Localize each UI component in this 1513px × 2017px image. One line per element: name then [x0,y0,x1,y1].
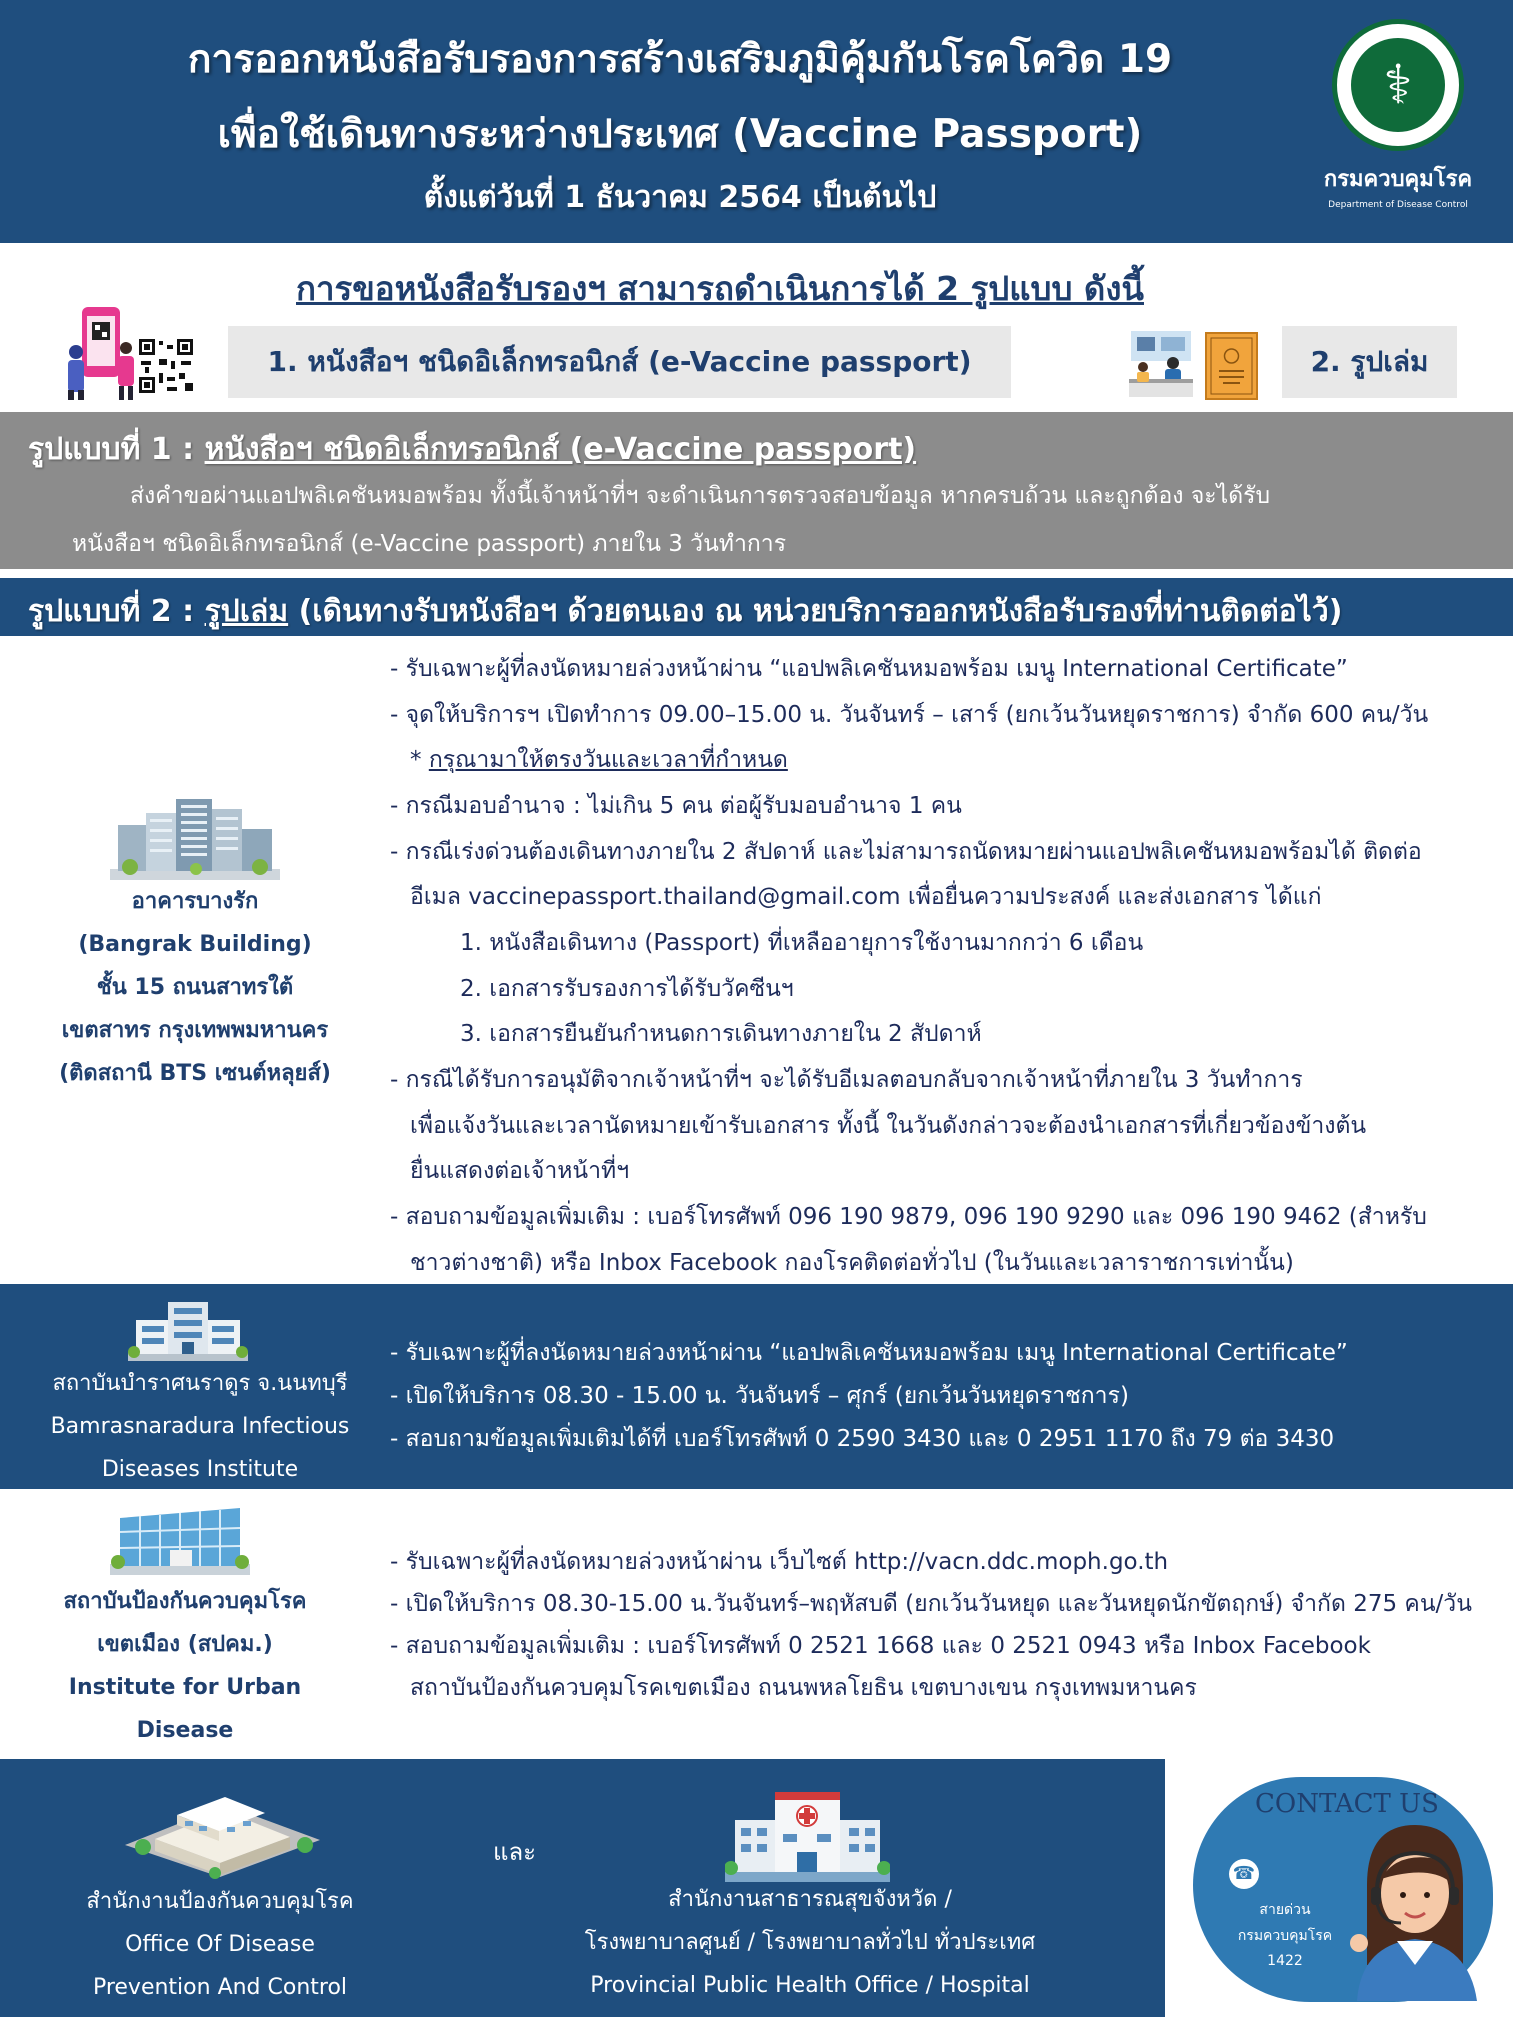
urban-disease-institute-building-icon [110,1500,250,1575]
section-2-header [0,578,1513,636]
section-1-panel [0,412,1513,569]
logo-text-en: Department of Disease Control [1328,200,1468,210]
hospital-location [570,1878,1050,2007]
bangrak-bullet-6: อีเมล vaccinepassport.thailand@gmail.com เพื่อยื่นความประสงค์ และส่งเอกสาร ได้แก่ [410,884,1322,910]
odpc-location-line2: Office Of Disease [125,1932,315,1957]
bangrak-location-line2: (Bangrak Building) [78,932,312,957]
page-title-line1: การออกหนังสือรับรองการสร้างเสริมภูมิคุ้มกันโรคโควิด 19 [187,37,1173,82]
service-counter-icon [1127,325,1195,401]
call-center-agent-icon [1337,1815,1487,2001]
bamrasnaradura-location-line1: สถาบันบำราศนราดูร จ.นนทบุรี [52,1371,348,1396]
hospital-location-line2: โรงพยาบาลศูนย์ / โรงพยาบาลทั่วไป ทั่วประเทศ [584,1930,1036,1955]
bangrak-bullet-7-cont1: เพื่อแจ้งวันและเวลานัดหมายเข้ารับเอกสาร ทั้งนี้ ในวันดังกล่าวจะต้องนำเอกสารที่เกี่ยวข้องข้างต้น [410,1113,1367,1139]
ddc-logo [1318,15,1478,225]
bangrak-bullet-4: - กรณีมอบอำนาจ : ไม่เกิน 5 คน ต่อผู้รับมอบอำนาจ 1 คน [390,793,962,819]
bangrak-location-line1: อาคารบางรัก [131,889,259,914]
bangrak-location [25,880,365,1095]
logo-seal [1332,19,1464,151]
phone-icon: ☎ [1229,1859,1259,1889]
qr-code-icon [137,337,195,395]
bangrak-doc-item-3: 3. เอกสารยืนยันกำหนดการเดินทางภายใน 2 สัปดาห์ [460,1021,982,1047]
urban-disease-institute-bullet-1: - รับเฉพาะผู้ที่ลงนัดหมายล่วงหน้าผ่าน เว็บไซต์ http://vacn.ddc.moph.go.th [390,1549,1169,1575]
section-2-title-prefix: รูปแบบที่ 2 : [28,594,205,629]
section-2-title [28,588,1342,635]
section-1-title-prefix: รูปแบบที่ 1 : [28,432,205,467]
hospital-location-line1: สำนักงานสาธารณสุขจังหวัด / [668,1887,952,1912]
urban-disease-institute-location-line2: เขตเมือง (สปคม.) [97,1632,273,1657]
bangrak-doc-item-1: 1. หนังสือเดินทาง (Passport) ที่เหลืออายุการใช้งานมากกว่า 6 เดือน [460,930,1144,956]
urban-disease-institute-bullet-2: - เปิดให้บริการ 08.30-15.00 น.วันจันทร์–พฤหัสบดี (ยกเว้นวันหยุด และวันหยุดนักขัตฤกษ์) จำกัด 275 คน/วัน [390,1591,1472,1617]
section-1-text-line1: ส่งคำขอผ่านแอปพลิเคชันหมอพร้อม ทั้งนี้เจ้าหน้าที่ฯ จะดำเนินการตรวจสอบข้อมูล หากครบถ้วน และถูกต้อง จะได้รับ [130,483,1271,509]
contact-us-card [1165,1759,1513,2017]
bamrasnaradura-location [20,1362,380,1491]
page-subtitle-date: ตั้งแต่วันที่ 1 ธันวาคม 2564 เป็นต้นไป [423,180,937,215]
bamrasnaradura-bullet-3: - สอบถามข้อมูลเพิ่มเติมได้ที่ เบอร์โทรศัพท์ 0 2590 3430 และ 0 2951 1170 ถึง 79 ต่อ 3430 [390,1426,1335,1452]
logo-seal-inner [1351,38,1445,132]
bangrak-doc-item-2: 2. เอกสารรับรองการได้รับวัคซีนฯ [460,976,794,1002]
bangrak-location-line5: (ติดสถานี BTS เซนต์หลุยส์) [59,1061,331,1086]
hospital-building-icon [725,1782,890,1882]
bamrasnaradura-location-line2: Bamrasnaradura Infectious [50,1414,350,1439]
bangrak-bullet-5: - กรณีเร่งด่วนต้องเดินทางภายใน 2 สัปดาห์ และไม่สามารถนัดหมายผ่านแอปพลิเคชันหมอพร้อมได้ ติดต่อ [390,839,1422,865]
section-1-text-line2: หนังสือฯ ชนิดอิเล็กทรอนิกส์ (e-Vaccine passport) ภายใน 3 วันทำการ [72,531,787,557]
bangrak-bullet-8-cont: ชาวต่างชาติ) หรือ Inbox Facebook กองโรคติดต่อทั่วไป (ในวันและเวลาราชการเท่านั้น) [410,1250,1294,1276]
bangrak-bullet-2: - จุดให้บริการฯ เปิดทำการ 09.00–15.00 น. วันจันทร์ – เสาร์ (ยกเว้นวันหยุดราชการ) จำกัด 600 คน/วัน [390,702,1429,728]
passport-book-icon [1205,332,1258,400]
hotline-number: 1422 [1267,1953,1303,1969]
page-title-line2: เพื่อใช้เดินทางระหว่างประเทศ (Vaccine Passport) [217,112,1143,157]
section-1-title-underlined: หนังสือฯ ชนิดอิเล็กทรอนิกส์ (e-Vaccine passport) [204,432,917,467]
bangrak-building-icon [110,795,280,880]
bamrasnaradura-bullet-2: - เปิดให้บริการ 08.30 - 15.00 น. วันจันทร์ – ศุกร์ (ยกเว้นวันหยุดราชการ) [390,1383,1129,1409]
hotline-label-line1: สายด่วน [1259,1902,1311,1918]
header-banner [0,0,1513,243]
urban-disease-institute-bullet-3: - สอบถามข้อมูลเพิ่มเติม : เบอร์โทรศัพท์ 0 2521 1668 และ 0 2521 0943 หรือ Inbox Facebook [390,1633,1371,1659]
bangrak-location-line4: เขตสาทร กรุงเทพพมหานคร [61,1018,329,1043]
bangrak-bullet-1: - รับเฉพาะผู้ที่ลงนัดหมายล่วงหน้าผ่าน “แอปพลิเคชันหมอพร้อม เมนู International Certificate” [390,656,1348,682]
option-book-format: 2. รูปเล่ม [1282,326,1457,398]
logo-text-th: กรมควบคุมโรค [1323,167,1473,192]
and-connector: และ [493,1838,537,1866]
bamrasnaradura-bullet-1: - รับเฉพาะผู้ที่ลงนัดหมายล่วงหน้าผ่าน “แอปพลิเคชันหมอพร้อม เมนู International Certificate” [390,1340,1348,1366]
hospital-location-line3: Provincial Public Health Office / Hospital [590,1973,1030,1998]
option-e-vaccine-passport: 1. หนังสือฯ ชนิดอิเล็กทรอนิกส์ (e-Vaccine passport) [228,326,1011,398]
caduceus-icon: ⚕ [1383,53,1413,116]
bamrasnaradura-building-icon [128,1296,248,1361]
urban-disease-institute-location-line1: สถาบันป้องกันควบคุมโรค [63,1589,307,1614]
hotline-label-line2: กรมควบคุมโรค [1237,1928,1333,1944]
intro-title: การขอหนังสือรับรองฯ สามารถดำเนินการได้ 2 รูปแบบ ดังนี้ [296,269,1144,308]
bangrak-bullet-3 [410,742,788,778]
bangrak-location-line3: ชั้น 15 ถนนสาทรใต้ [96,975,294,1000]
odpc-location-line3: Prevention And Control [92,1975,348,2000]
contact-us-title: CONTACT US [1255,1789,1439,1819]
odpc-location [40,1880,400,2009]
bangrak-bullet-7: - กรณีได้รับการอนุมัติจากเจ้าหน้าที่ฯ จะได้รับอีเมลตอบกลับจากเจ้าหน้าที่ภายใน 3 วันทำการ [390,1067,1303,1093]
section-2-title-suffix: (เดินทางรับหนังสือฯ ด้วยตนเอง ณ หน่วยบริการออกหนังสือรับรองที่ท่านติดต่อไว้) [288,594,1343,629]
bangrak-bullet-7-cont2: ยื่นแสดงต่อเจ้าหน้าที่ฯ [410,1158,630,1184]
section-2-title-underlined: รูปเล่ม [204,594,289,629]
section-1-title [28,426,916,473]
bangrak-bullet-3-star: * [410,747,429,773]
bangrak-bullet-8: - สอบถามข้อมูลเพิ่มเติม : เบอร์โทรศัพท์ 096 190 9879, 096 190 9290 และ 096 190 9462 (สำหรับ [390,1204,1427,1230]
urban-disease-institute-location-line3: Institute for Urban Disease [68,1675,302,1743]
odpc-location-line1: สำนักงานป้องกันควบคุมโรค [86,1889,354,1914]
odpc-office-building-icon [115,1775,330,1880]
smartphone-qr-icon [62,302,137,402]
urban-disease-institute-bullet-3-cont: สถาบันป้องกันควบคุมโรคเขตเมือง ถนนพหลโยธิน เขตบางเขน กรุงเทพมหานคร [410,1675,1197,1701]
bangrak-bullet-3-note: กรุณามาให้ตรงวันและเวลาที่กำหนด [428,747,788,773]
bamrasnaradura-location-line3: Diseases Institute [101,1457,299,1482]
